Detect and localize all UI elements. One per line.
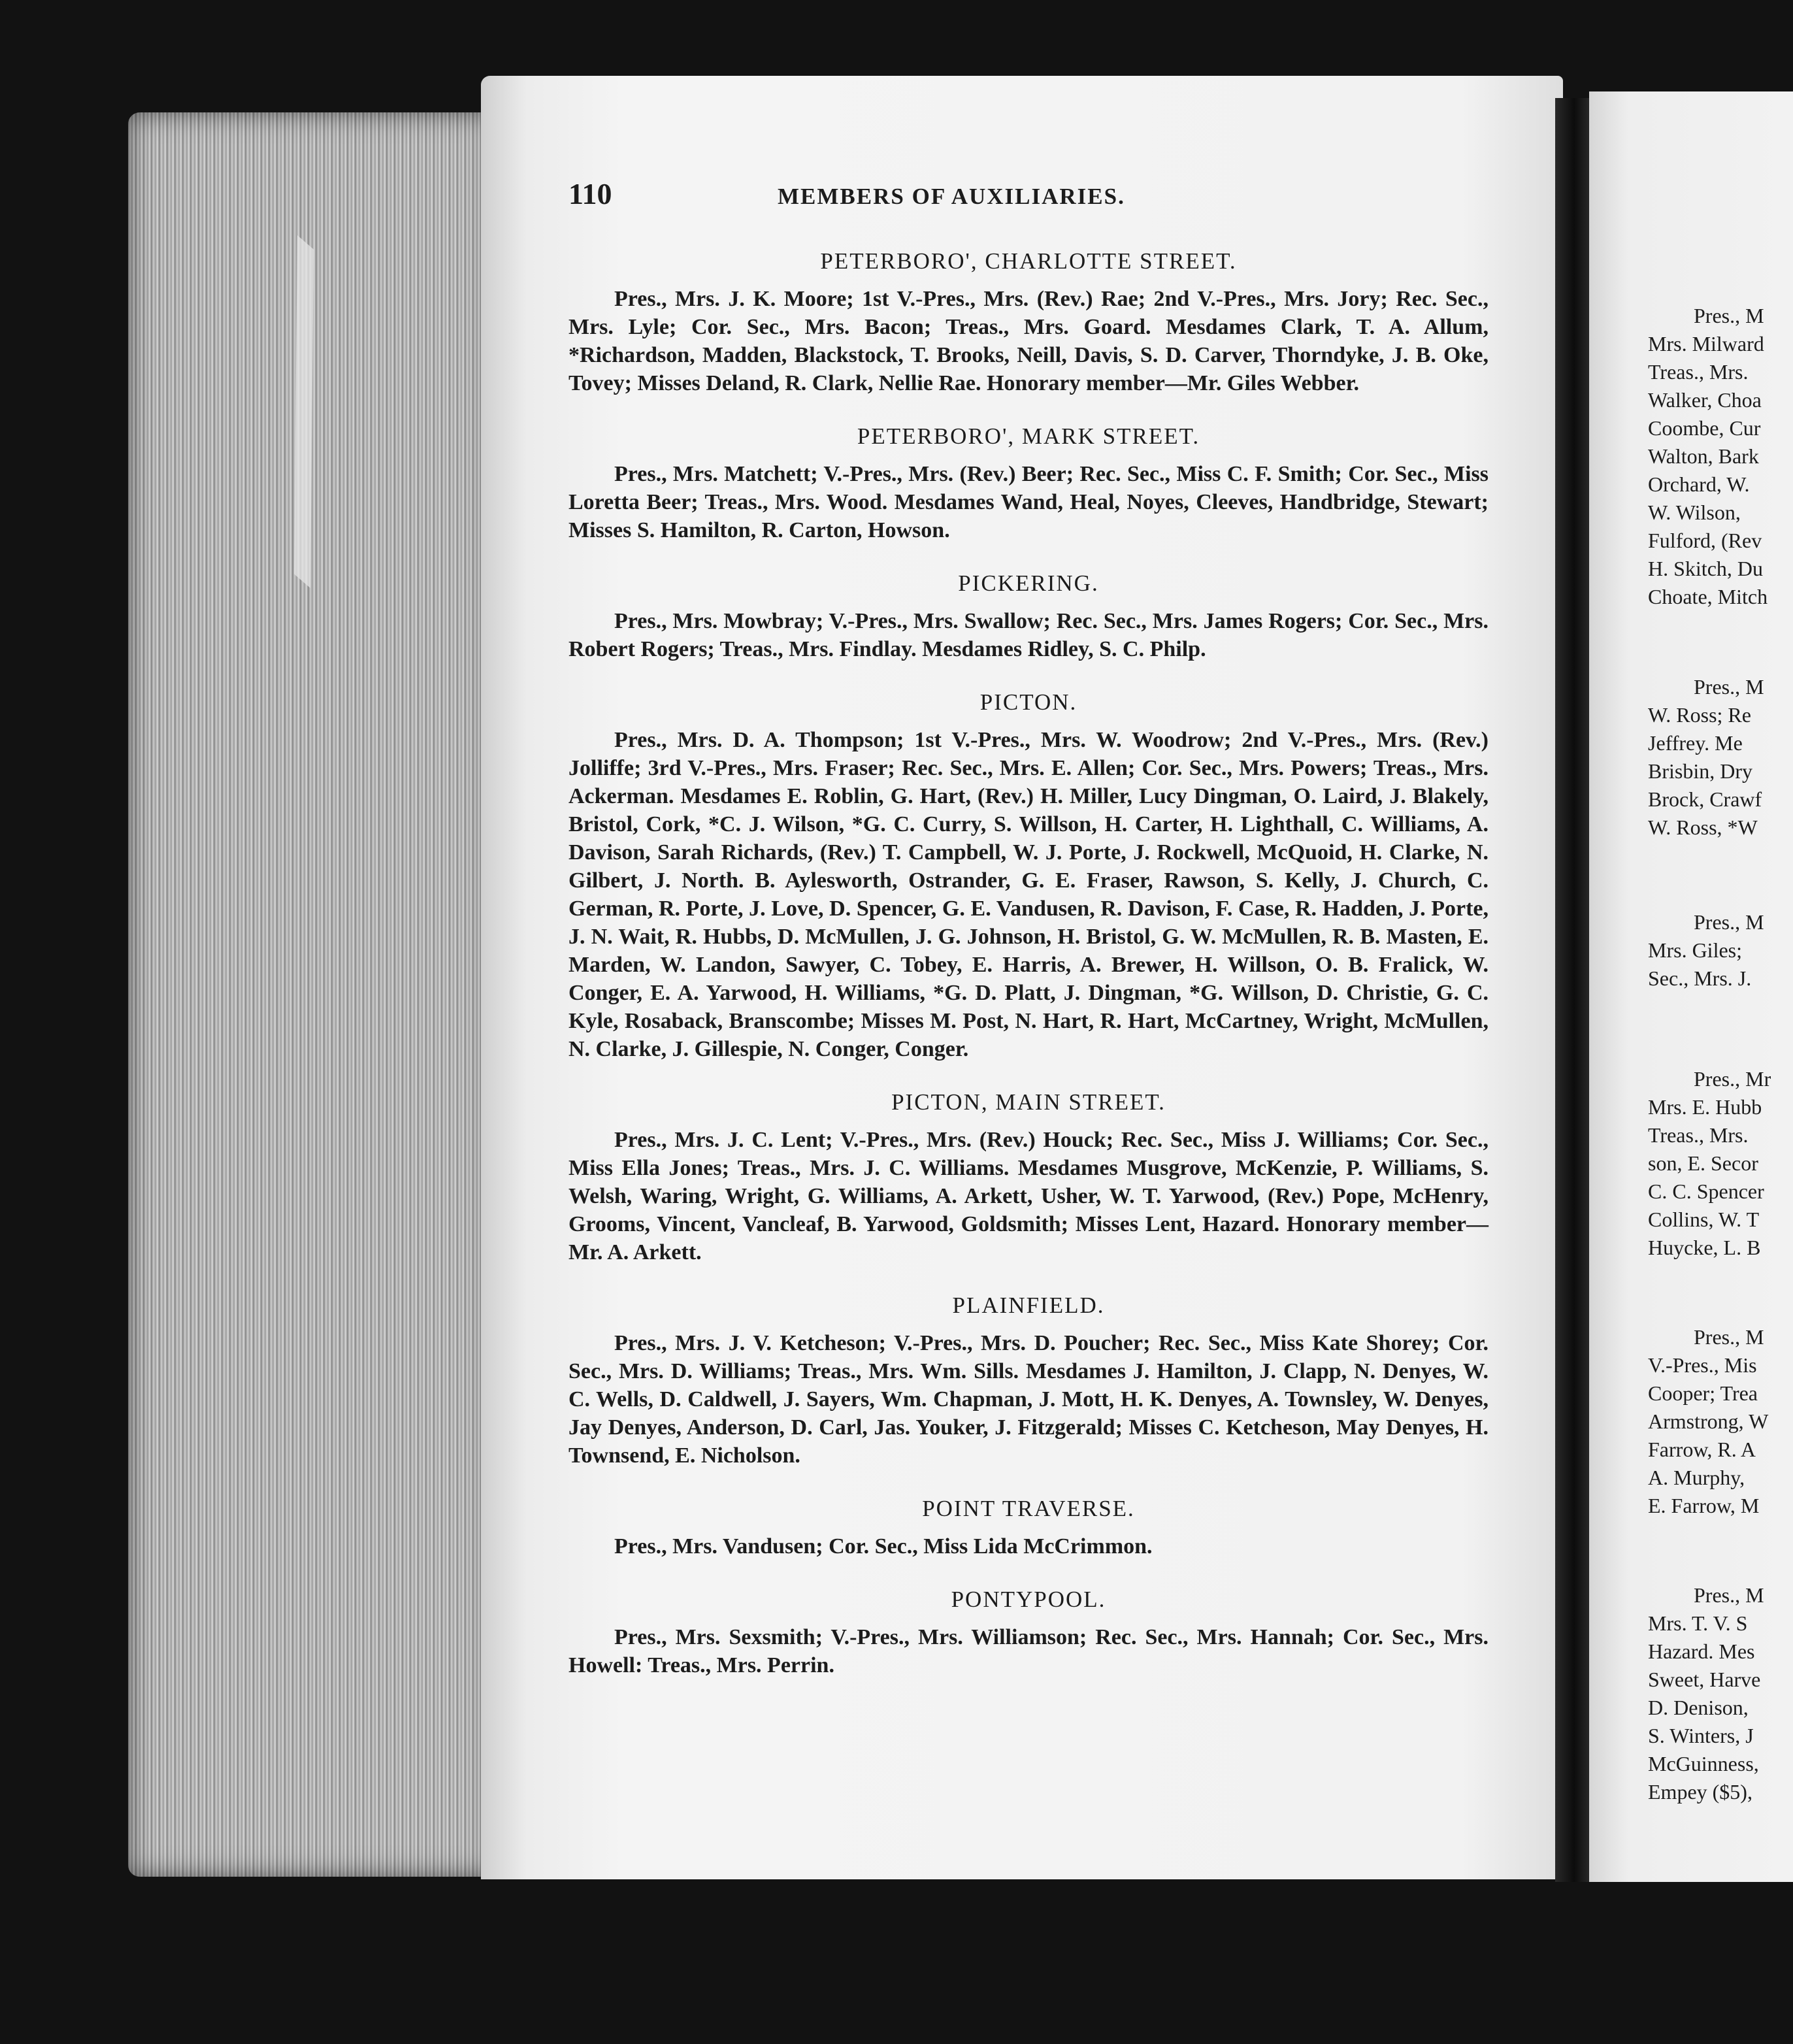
facing-page-line: Huycke, L. B (1648, 1236, 1761, 1259)
section-title: PICTON. (979, 689, 1077, 715)
facing-page-line: W. Wilson, (1648, 501, 1741, 524)
facing-page-line: V.-Pres., Mis (1648, 1353, 1757, 1377)
facing-page-line: Cooper; Trea (1648, 1381, 1758, 1405)
section-title: PICTON, MAIN STREET. (891, 1089, 1166, 1115)
facing-page-line: Mrs. Milward (1648, 332, 1764, 355)
facing-page-line: Collins, W. T (1648, 1208, 1760, 1231)
section-peterboro-charlotte (568, 248, 1489, 397)
section-pontypool (568, 1587, 1489, 1679)
book-gutter (1555, 98, 1593, 1882)
facing-page-line: Armstrong, W (1648, 1409, 1769, 1433)
facing-page-line: McGuinness, (1648, 1752, 1759, 1775)
section-title: POINT TRAVERSE. (922, 1496, 1135, 1521)
facing-page-line: Sweet, Harve (1648, 1668, 1761, 1691)
page-content (568, 176, 1489, 1679)
facing-page-line: Walton, Bark (1648, 444, 1759, 468)
section-point-traverse (568, 1496, 1489, 1560)
facing-page-line: Fulford, (Rev (1648, 529, 1762, 552)
facing-page-line: Choate, Mitch (1648, 585, 1768, 608)
facing-page-line: son, E. Secor (1648, 1151, 1758, 1175)
facing-page-line: Mrs. Giles; (1648, 938, 1742, 962)
facing-page-line: Mrs. E. Hubb (1648, 1095, 1762, 1119)
section-pickering (568, 570, 1489, 663)
facing-page-line: Brisbin, Dry (1648, 759, 1752, 783)
facing-page-line: E. Farrow, M (1648, 1494, 1760, 1517)
section-body: Pres., Mrs. Sexsmith; V.-Pres., Mrs. Williamson; Rec. Sec., Mrs. Hannah; Cor. Sec., Mrs. Howell: Treas., Mrs. Perrin. (568, 1625, 1489, 1677)
facing-page-line: Treas., Mrs. (1648, 360, 1749, 384)
section-body: Pres., Mrs. J. K. Moore; 1st V.-Pres., Mrs. (Rev.) Rae; 2nd V.-Pres., Mrs. Jory; Rec. Sec., Mrs. Lyle; Cor. Sec., Mrs. Bacon; Treas., Mrs. Goard. Mesdames Clark, T. A. Allum, *Richardson, Madden, Blackstock, T. Brooks, Neill, Davis, S. D. Carver, Thorndyke, J. B. Oke, Tovey; Misses Deland, R. Clark, Nellie Rae. Honorary member—Mr. Giles Webber. (568, 287, 1489, 395)
facing-page-line: Orchard, W. (1648, 472, 1750, 496)
section-body: Pres., Mrs. D. A. Thompson; 1st V.-Pres., Mrs. W. Woodrow; 2nd V.-Pres., Mrs. (Rev.) Jolliffe; 3rd V.-Pres., Mrs. Fraser; Rec. Sec., Mrs. E. Allen; Cor. Sec., Mrs. Powers; Treas., Mrs. Ackerman. Mesdames E. Roblin, G. Hart, (Rev.) H. Miller, Lucy Dingman, O. Laird, J. Blakely, Bristol, Cork, *C. J. Wilson, *G. C. Curry, S. Willson, H. Carter, H. Lighthall, C. Williams, A. Davison, Sarah Richards, (Rev.) T. Campbell, W. J. Porte, J. Rockwell, McQuoid, H. Clarke, N. Gilbert, J. North. B. Aylesworth, Ostrander, G. E. Fraser, Rawson, S. Kelly, J. Church, C. German, R. Porte, J. Love, D. Spencer, G. E. Vandusen, R. Davison, F. Case, R. Hadden, J. Porte, J. N. Wait, R. Hubbs, D. McMullen, J. G. Johnson, H. Bristol, G. W. McMullen, R. B. Masten, E. Marden, W. Landon, Sawyer, C. Tobey, E. Harris, A. Brewer, H. Willson, O. B. Fralick, W. Conger, E. A. Yarwood, H. Williams, *G. D. Platt, J. Dingman, *G. Willson, D. Christie, G. C. Kyle, Rosaback, Branscombe; Misses M. Post, N. Hart, R. Hart, McCartney, Wright, McMullen, N. Clarke, J. Gillespie, N. Conger, Conger. (568, 728, 1489, 1061)
page-number: 110 (568, 177, 612, 210)
facing-page-line: W. Ross, *W (1648, 816, 1758, 839)
section-peterboro-mark (568, 423, 1489, 544)
facing-page-line: Pres., M (1694, 1583, 1764, 1607)
section-body: Pres., Mrs. J. C. Lent; V.-Pres., Mrs. (Rev.) Houck; Rec. Sec., Miss J. Williams; Cor. Sec., Miss Ella Jones; Treas., Mrs. J. C. Williams. Mesdames Musgrove, McKenzie, P. Williams, S. Welsh, Waring, Wright, G. Williams, A. Arkett, Usher, W. T. Yarwood, (Rev.) Pope, McHenry, Grooms, Vincent, Vancleaf, B. Yarwood, Goldsmith; Misses Lent, Hazard. Honorary member—Mr. A. Arkett. (568, 1128, 1489, 1264)
facing-page-line: Pres., Mr (1694, 1067, 1771, 1091)
section-title: PICKERING. (958, 570, 1099, 596)
page-header (568, 176, 1489, 222)
running-title: MEMBERS OF AUXILIARIES. (778, 184, 1125, 209)
facing-page-line: Hazard. Mes (1648, 1640, 1755, 1663)
facing-page-line: D. Denison, (1648, 1696, 1749, 1719)
section-body: Pres., Mrs. Matchett; V.-Pres., Mrs. (Rev.) Beer; Rec. Sec., Miss C. F. Smith; Cor. Sec., Miss Loretta Beer; Treas., Mrs. Wood. Mesdames Wand, Heal, Noyes, Cleeves, Handbridge, Stewart; Misses S. Hamilton, R. Carton, Howson. (568, 462, 1489, 542)
facing-page-line: H. Skitch, Du (1648, 557, 1763, 580)
facing-page-line: Farrow, R. A (1648, 1438, 1756, 1461)
section-body: Pres., Mrs. Mowbray; V.-Pres., Mrs. Swallow; Rec. Sec., Mrs. James Rogers; Cor. Sec., Mrs. Robert Rogers; Treas., Mrs. Findlay. Mesdames Ridley, S. C. Philp. (568, 609, 1489, 661)
section-title: PONTYPOOL. (951, 1587, 1106, 1612)
section-title: PLAINFIELD. (952, 1293, 1105, 1318)
facing-page-line: Pres., M (1694, 675, 1764, 699)
section-picton-main (568, 1089, 1489, 1266)
section-body: Pres., Mrs. Vandusen; Cor. Sec., Miss Lida McCrimmon. (614, 1534, 1153, 1558)
facing-page-line: Pres., M (1694, 910, 1764, 934)
facing-page-line: Walker, Choa (1648, 388, 1762, 412)
facing-page-line: Pres., M (1694, 1325, 1764, 1349)
facing-page-line: Coombe, Cur (1648, 416, 1761, 440)
facing-page-line: A. Murphy, (1648, 1466, 1745, 1489)
facing-page-line: Empey ($5), (1648, 1780, 1752, 1804)
section-title: PETERBORO', MARK STREET. (857, 423, 1200, 449)
facing-page-line: S. Winters, J (1648, 1724, 1754, 1747)
section-plainfield (568, 1293, 1489, 1470)
facing-page-line: Sec., Mrs. J. (1648, 966, 1752, 990)
facing-page-line: Pres., M (1694, 304, 1764, 327)
facing-page-line: Brock, Crawf (1648, 787, 1762, 811)
section-title: PETERBORO', CHARLOTTE STREET. (820, 248, 1237, 274)
facing-page-line: Mrs. T. V. S (1648, 1611, 1748, 1635)
section-body: Pres., Mrs. J. V. Ketcheson; V.-Pres., Mrs. D. Poucher; Rec. Sec., Miss Kate Shorey; Cor. Sec., Mrs. D. Williams; Treas., Mrs. Wm. Sills. Mesdames J. Hamilton, J. Clapp, N. Denyes, W. C. Wells, D. Caldwell, J. Sayers, Wm. Chapman, J. Mott, H. K. Denyes, A. Townsley, W. Denyes, Jay Denyes, Anderson, D. Carl, Jas. Youker, J. Fitzgerald; Misses C. Ketcheson, May Denyes, H. Townsend, E. Nicholson. (568, 1331, 1489, 1468)
facing-page-line: Jeffrey. Me (1648, 731, 1743, 755)
facing-page-line: Treas., Mrs. (1648, 1123, 1749, 1147)
section-picton (568, 689, 1489, 1063)
facing-page-line: C. C. Spencer (1648, 1179, 1764, 1203)
facing-page-line: W. Ross; Re (1648, 703, 1751, 727)
